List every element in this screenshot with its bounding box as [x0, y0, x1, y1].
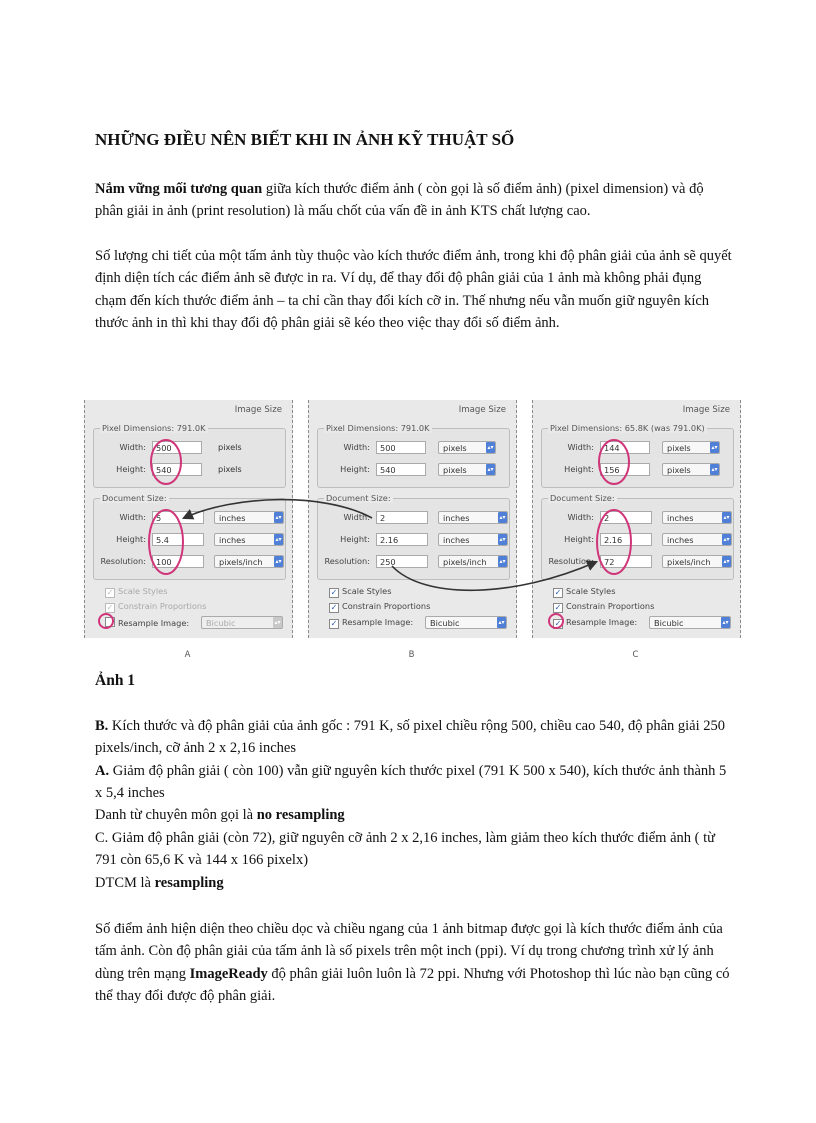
- checkmark-icon: ✓: [106, 603, 114, 612]
- explain-a-label: A.: [95, 763, 110, 779]
- scale-styles-label: Scale Styles: [566, 586, 616, 596]
- pixel-height-row: [318, 463, 508, 479]
- image-size-dialog-a: [84, 400, 293, 638]
- pixel-height-unit-select[interactable]: [214, 463, 272, 476]
- doc-width-unit-value: inches: [219, 513, 246, 523]
- doc-height-row: [542, 533, 732, 549]
- doc-height-label: Height:: [564, 534, 594, 544]
- doc-width-row: [94, 511, 284, 527]
- updown-arrows-icon: ▴▾: [274, 619, 281, 626]
- closing-end: độ phân giải luôn luôn là 72 ppi. Nhưng với Photoshop thì lúc nào bạn cũng có thể thay đổi được độ phân giải.: [95, 965, 730, 1004]
- explain-b-label: B.: [95, 718, 109, 734]
- closing-start: Số điểm ảnh hiện diện theo chiều dọc và chiều ngang của 1 ảnh bitmap được gọi là kích thước điểm ảnh của tấm ảnh. Còn độ phân giải của tấm ảnh là số pixels trên một inch (ppi). Ví dụ trong chương trình xử lý ảnh dùng trên mạng: [95, 921, 723, 982]
- explain-c: C. Giảm độ phân giải (còn 72), giữ nguyên cỡ ảnh 2 x 2,16 inches, làm giảm theo kích thước điểm ảnh ( từ 791 còn 65,6 K và 144 x 166 pixelx): [95, 830, 715, 869]
- closing-paragraph: [95, 918, 735, 1007]
- doc-resolution-input[interactable]: 72: [600, 555, 652, 568]
- pixel-dimensions-label: [548, 423, 707, 433]
- checkmark-icon: ✓: [106, 588, 114, 597]
- explain-a: [95, 760, 735, 805]
- pixel-height-unit-value: pixels: [443, 465, 467, 475]
- doc-height-unit-value: inches: [443, 535, 470, 545]
- resample-method-value: Bicubic: [654, 618, 684, 628]
- pixel-width-row: [542, 441, 732, 457]
- resample-method-value: Bicubic: [430, 618, 460, 628]
- doc-resolution-unit-select[interactable]: [214, 555, 284, 568]
- doc-width-input[interactable]: 5: [152, 511, 204, 524]
- panel-letter-b: B: [408, 650, 415, 660]
- doc-height-unit-select[interactable]: [662, 533, 732, 546]
- pixel-dimensions-value: 791.0K: [176, 423, 206, 433]
- checkmark-icon: ✓: [330, 603, 338, 612]
- updown-arrows-icon: ▴▾: [275, 558, 282, 565]
- intro-paragraph-1: [95, 178, 735, 223]
- pixel-width-input[interactable]: 500: [152, 441, 202, 454]
- image-size-dialog-b: [308, 400, 517, 638]
- explain-b: [95, 715, 735, 760]
- pixel-dimensions-value: 65.8K (was 791.0K): [624, 423, 705, 433]
- doc-resolution-unit-value: pixels/inch: [219, 557, 263, 567]
- resample-image-checkbox[interactable]: [105, 617, 189, 631]
- doc-resolution-input[interactable]: 250: [376, 555, 428, 568]
- resample-method-select[interactable]: [425, 616, 507, 629]
- checkmark-icon: ✓: [554, 588, 562, 597]
- pixel-width-unit-value: pixels: [443, 443, 467, 453]
- pixel-dimensions-label: [324, 423, 432, 433]
- doc-resolution-row: [542, 555, 732, 571]
- resample-image-checkbox[interactable]: [329, 617, 413, 631]
- pixel-dimensions-group: [541, 423, 734, 488]
- updown-arrows-icon: ▴▾: [723, 558, 730, 565]
- pixel-width-row: [94, 441, 284, 457]
- pixel-width-unit-select[interactable]: [662, 441, 720, 454]
- doc-height-unit-value: inches: [219, 535, 246, 545]
- checkmark-icon: ✓: [554, 619, 562, 628]
- term2: resampling: [154, 875, 224, 891]
- constrain-proportions-checkbox[interactable]: [553, 601, 654, 615]
- doc-width-unit-select[interactable]: [662, 511, 732, 524]
- doc-width-input[interactable]: 2: [600, 511, 652, 524]
- figure-caption: Ảnh 1: [95, 672, 136, 689]
- term-no-resampling: [95, 804, 735, 826]
- pixel-dimensions-caption: Pixel Dimensions:: [326, 423, 399, 433]
- constrain-proportions-checkbox[interactable]: [105, 601, 206, 615]
- dialog-title: Image Size: [234, 405, 282, 415]
- doc-height-row: [318, 533, 508, 549]
- intro-bold-lead: Nắm vững mối tương quan: [95, 181, 263, 197]
- resample-method-value: Bicubic: [206, 618, 236, 628]
- updown-arrows-icon: ▴▾: [711, 466, 718, 473]
- updown-arrows-icon: ▴▾: [499, 558, 506, 565]
- intro-paragraph-2: Số lượng chi tiết của một tấm ảnh tùy thuộc vào kích thước điểm ảnh, trong khi độ phân giải của ảnh sẽ quyết định diện tích các điểm ảnh sẽ được in ra. Ví dụ, để thay đổi độ phân giải của 1 ảnh mà không phải đụng chạm đến kích thước điểm ảnh – ta chỉ cần thay đổi kích cỡ in. Thế nhưng nếu vẫn muốn giữ nguyên kích thước ảnh in thì khi thay đổi độ phân giải sẽ kéo theo việc thay đổi số điểm ảnh.: [95, 248, 732, 331]
- resample-image-label: Resample Image:: [118, 618, 190, 628]
- doc-width-row: [542, 511, 732, 527]
- doc-width-unit-value: inches: [667, 513, 694, 523]
- pixel-width-unit-select[interactable]: [438, 441, 496, 454]
- doc-height-unit-value: inches: [667, 535, 694, 545]
- resample-image-label: Resample Image:: [566, 617, 638, 627]
- image-size-figure: [84, 400, 744, 665]
- dialog-title: Image Size: [458, 405, 506, 415]
- updown-arrows-icon: ▴▾: [275, 536, 282, 543]
- pixel-dimensions-label: [100, 423, 208, 433]
- pixel-width-row: [318, 441, 508, 457]
- pixel-width-unit-value: pixels: [218, 442, 242, 452]
- updown-arrows-icon: ▴▾: [499, 514, 506, 521]
- resample-method-select[interactable]: [201, 616, 283, 629]
- scale-styles-label: Scale Styles: [118, 586, 168, 596]
- pixel-height-input[interactable]: 540: [376, 463, 426, 476]
- resample-image-checkbox[interactable]: [553, 617, 637, 631]
- doc-resolution-label: Resolution:: [548, 556, 594, 566]
- image-size-dialog-c: [532, 400, 741, 638]
- updown-arrows-icon: ▴▾: [723, 536, 730, 543]
- doc-height-input[interactable]: 2.16: [376, 533, 428, 546]
- doc-height-input[interactable]: 5.4: [152, 533, 204, 546]
- pixel-width-label: Width:: [567, 442, 594, 452]
- doc-resolution-unit-select[interactable]: [662, 555, 732, 568]
- pixel-height-unit-value: pixels: [218, 464, 242, 474]
- constrain-proportions-label: Constrain Proportions: [118, 601, 207, 611]
- doc-resolution-input[interactable]: 100: [152, 555, 204, 568]
- document-size-group: [317, 493, 510, 580]
- pixel-height-unit-select[interactable]: [662, 463, 720, 476]
- panel-letter-a: A: [184, 650, 191, 660]
- updown-arrows-icon: ▴▾: [499, 536, 506, 543]
- doc-width-unit-select[interactable]: [214, 511, 284, 524]
- doc-width-unit-select[interactable]: [438, 511, 508, 524]
- explain-a-text: Giảm độ phân giải ( còn 100) vẫn giữ nguyên kích thước pixel (791 K 500 x 540), kích thước ảnh thành 5 x 5,4 inches: [95, 763, 727, 802]
- document-title: NHỮNG ĐIỀU NÊN BIẾT KHI IN ẢNH KỸ THUẬT SỐ: [95, 130, 515, 149]
- scale-styles-checkbox[interactable]: [553, 586, 615, 600]
- pixel-height-label: Height:: [564, 464, 594, 474]
- updown-arrows-icon: ▴▾: [711, 444, 718, 451]
- pixel-width-input[interactable]: 500: [376, 441, 426, 454]
- term2-prefix: DTCM là: [95, 875, 155, 891]
- updown-arrows-icon: ▴▾: [275, 514, 282, 521]
- pixel-width-input[interactable]: 144: [600, 441, 650, 454]
- term-resampling: [95, 872, 735, 894]
- scale-styles-checkbox[interactable]: [105, 586, 167, 600]
- doc-resolution-label: Resolution:: [324, 556, 370, 566]
- doc-height-input[interactable]: 2.16: [600, 533, 652, 546]
- pixel-dimensions-caption: Pixel Dimensions:: [102, 423, 175, 433]
- updown-arrows-icon: ▴▾: [722, 619, 729, 626]
- resample-image-label: Resample Image:: [342, 617, 414, 627]
- pixel-width-label: Width:: [343, 442, 370, 452]
- updown-arrows-icon: ▴▾: [487, 444, 494, 451]
- pixel-height-unit-value: pixels: [667, 465, 691, 475]
- pixel-dimensions-group: [317, 423, 510, 488]
- pixel-height-row: [94, 463, 284, 479]
- pixel-height-label: Height:: [340, 464, 370, 474]
- doc-width-unit-value: inches: [443, 513, 470, 523]
- explain-b-text: Kích thước và độ phân giải của ảnh gốc : 791 K, số pixel chiều rộng 500, chiều cao 540, độ phân giải 250 pixels/inch, cỡ ảnh 2 x 2,16 inches: [95, 718, 726, 757]
- document-size-group: [93, 493, 286, 580]
- scale-styles-checkbox[interactable]: [329, 586, 391, 600]
- doc-width-row: [318, 511, 508, 527]
- term1: no resampling: [256, 807, 345, 823]
- closing-bold: ImageReady: [189, 965, 268, 982]
- pixel-height-input[interactable]: 540: [152, 463, 202, 476]
- scale-styles-label: Scale Styles: [342, 586, 392, 596]
- doc-width-label: Width:: [343, 512, 370, 522]
- doc-height-row: [94, 533, 284, 549]
- updown-arrows-icon: ▴▾: [498, 619, 505, 626]
- pixel-height-unit-select[interactable]: [438, 463, 496, 476]
- doc-height-unit-select[interactable]: [438, 533, 508, 546]
- checkmark-icon: ✓: [330, 588, 338, 597]
- pixel-dimensions-group: [93, 423, 286, 488]
- pixel-height-row: [542, 463, 732, 479]
- pixel-height-label: Height:: [116, 464, 146, 474]
- updown-arrows-icon: ▴▾: [487, 466, 494, 473]
- document-size-label: Document Size:: [102, 493, 167, 503]
- doc-height-label: Height:: [340, 534, 370, 544]
- constrain-proportions-label: Constrain Proportions: [566, 601, 655, 611]
- panel-letter-c: C: [632, 650, 639, 660]
- pixel-height-input[interactable]: 156: [600, 463, 650, 476]
- pixel-dimensions-value: 791.0K: [400, 423, 430, 433]
- checkmark-icon: ✓: [554, 603, 562, 612]
- pixel-width-unit-value: pixels: [667, 443, 691, 453]
- resample-method-select[interactable]: [649, 616, 731, 629]
- doc-resolution-unit-value: pixels/inch: [443, 557, 487, 567]
- document-size-label: Document Size:: [326, 493, 391, 503]
- doc-resolution-unit-select[interactable]: [438, 555, 508, 568]
- term1-prefix: Danh từ chuyên môn gọi là: [95, 807, 257, 823]
- pixel-dimensions-caption: Pixel Dimensions:: [550, 423, 623, 433]
- doc-resolution-label: Resolution:: [100, 556, 146, 566]
- pixel-width-label: Width:: [119, 442, 146, 452]
- doc-height-label: Height:: [116, 534, 146, 544]
- document-size-label: Document Size:: [550, 493, 615, 503]
- constrain-proportions-label: Constrain Proportions: [342, 601, 431, 611]
- doc-height-unit-select[interactable]: [214, 533, 284, 546]
- updown-arrows-icon: ▴▾: [723, 514, 730, 521]
- document-size-group: [541, 493, 734, 580]
- doc-resolution-row: [94, 555, 284, 571]
- constrain-proportions-checkbox[interactable]: [329, 601, 430, 615]
- intro-p1-text: giữa kích thước điểm ảnh ( còn gọi là số điểm ảnh) (pixel dimension) và độ phân giải in ảnh (print resolution) là mấu chốt của vấn đề in ảnh KTS chất lượng cao.: [95, 181, 704, 220]
- doc-resolution-row: [318, 555, 508, 571]
- checkmark-icon: ✓: [330, 619, 338, 628]
- doc-resolution-unit-value: pixels/inch: [667, 557, 711, 567]
- doc-width-input[interactable]: 2: [376, 511, 428, 524]
- doc-width-label: Width:: [567, 512, 594, 522]
- empty-checkbox-icon: [105, 617, 115, 627]
- doc-width-label: Width:: [119, 512, 146, 522]
- pixel-width-unit-select[interactable]: [214, 441, 272, 454]
- dialog-title: Image Size: [682, 405, 730, 415]
